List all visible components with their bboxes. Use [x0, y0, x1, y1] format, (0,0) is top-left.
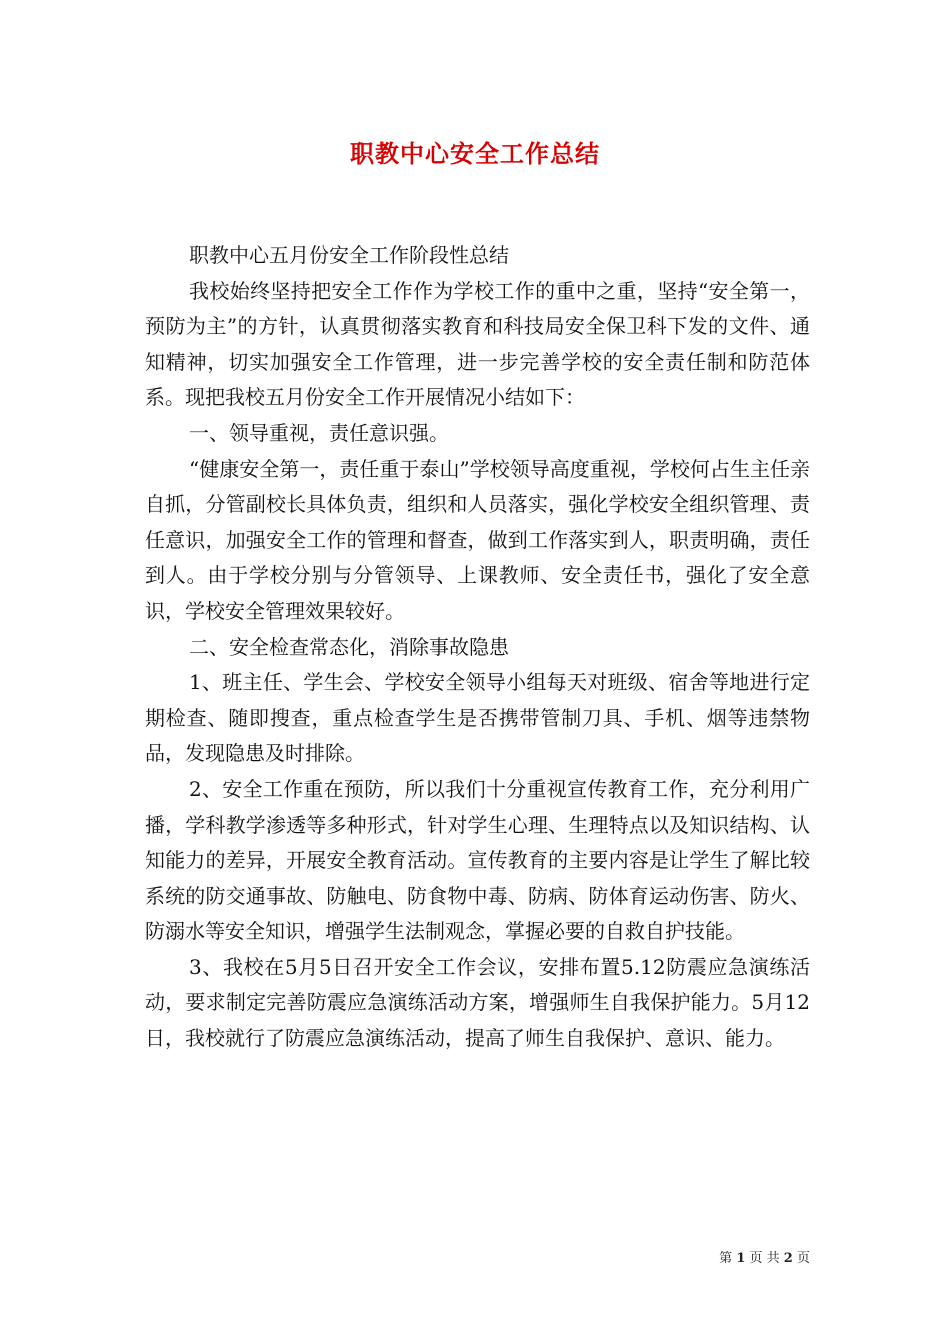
footer-suffix: 页 [796, 1251, 810, 1266]
footer-total-pages: 2 [783, 1251, 793, 1266]
paragraph-leadership: “健康安全第一，责任重于泰山”学校领导高度重视，学校何占生主任亲自抓，分管副校长具体负责，组织和人员落实，强化学校安全组织管理、责任意识，加强安全工作的管理和督查，做到工作落实到人，职责明确，责任到人。由于学校分别与分管领导、上课教师、安全责任书，强化了安全意识，学校安全管理效果较好。 [145, 456, 810, 623]
paragraph-item-3: 3、我校在5月5日召开安全工作会议，安排布置5.12防震应急演练活动，要求制定完善防震应急演练活动方案，增强师生自我保护能力。5月12日，我校就行了防震应急演练活动，提高了师生自我保护、意识、能力。 [145, 954, 810, 1051]
footer-prefix: 第 [719, 1251, 733, 1266]
paragraph-item-2: 2、安全工作重在预防，所以我们十分重视宣传教育工作，充分利用广播，学科教学渗透等多种形式，针对学生心理、生理特点以及知识结构、认知能力的差异，开展安全教育活动。宣传教育的主要内容是让学生了解比较系统的防交通事故、防触电、防食物中毒、防病、防体育运动伤害、防火、防溺水等安全知识，增强学生法制观念，掌握必要的自救自护技能。 [145, 776, 810, 944]
document-body [145, 238, 810, 1057]
footer-middle: 页 共 [749, 1251, 780, 1266]
section-heading-1: 一、领导重视，责任意识强。 [189, 420, 449, 445]
paragraph-item-1: 1、班主任、学生会、学校安全领导小组每天对班级、宿舍等地进行定期检查、随即搜查，重点检查学生是否携带管制刀具、手机、烟等违禁物品，发现隐患及时排除。 [145, 670, 810, 766]
footer-current-page: 1 [736, 1251, 746, 1266]
paragraph-subtitle: 职教中心五月份安全工作阶段性总结 [189, 243, 509, 267]
page-footer [719, 1247, 810, 1266]
section-heading-2: 二、安全检查常态化，消除事故隐患 [189, 634, 509, 659]
paragraph-intro: 我校始终坚持把安全工作作为学校工作的重中之重，坚持“安全第一，预防为主”的方针，认真贯彻落实教育和科技局安全保卫科下发的文件、通知精神，切实加强安全工作管理，进一步完善学校的安全责任制和防范体系。现把我校五月份安全工作开展情况小结如下： [145, 278, 810, 410]
document-title: 职教中心安全工作总结 [350, 140, 600, 168]
